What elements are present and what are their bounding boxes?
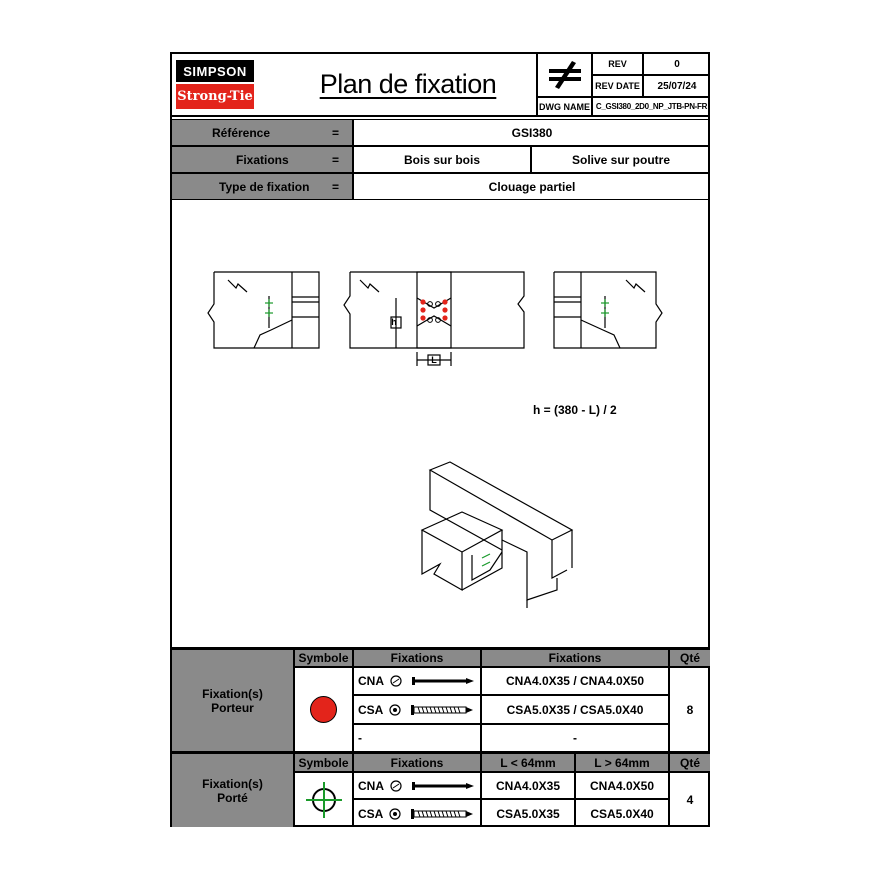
porteur-qty-header: Qté: [669, 649, 710, 667]
porteur-label: Fixation(s) Porteur: [172, 649, 294, 752]
screw-icon: [389, 807, 474, 821]
type-value: Clouage partiel: [353, 173, 710, 200]
porte-lt-cna: CNA4.0X35: [481, 772, 575, 799]
porteur-nail-marks: [420, 299, 447, 322]
porte-gt-header: L > 64mm: [575, 753, 669, 772]
porte-qty: 4: [669, 772, 710, 827]
nail-icon: [390, 674, 475, 688]
dwg-name-label: DWG NAME: [538, 97, 592, 115]
not-equal-icon: [538, 54, 592, 97]
porteur-row-csa: CSA: [353, 695, 481, 724]
porteur-row-cna: CNA: [353, 667, 481, 695]
porte-fixations-header: Fixations: [353, 753, 481, 772]
logo-strongtie: Strong-Tie: [176, 84, 254, 109]
rev-date-value: 25/07/24: [643, 75, 710, 97]
reference-label: Référence =: [172, 119, 353, 146]
porteur-fixations-header-2: Fixations: [481, 649, 669, 667]
front-section-view: [344, 272, 524, 366]
technical-drawing: [172, 200, 708, 647]
rev-value: 0: [643, 54, 710, 75]
porte-symbol: [294, 772, 353, 827]
porte-lt-csa: CSA5.0X35: [481, 799, 575, 827]
page-title: Plan de fixation: [319, 68, 497, 99]
formula-text: h = (380 - L) / 2: [533, 403, 617, 417]
porteur-row-empty: -: [353, 724, 481, 752]
dwg-name-value: C_GSI380_2D0_NP_JTB-PN-FR: [592, 97, 710, 115]
porte-row-cna: CNA: [353, 772, 481, 799]
svg-text:L: L: [431, 355, 437, 365]
fixations-value-wood: Bois sur bois: [353, 146, 531, 173]
header-bottom-rule: [172, 115, 708, 117]
rev-label: REV: [592, 54, 643, 75]
fixation-sheet: [170, 52, 710, 827]
porteur-value-csa: CSA5.0X35 / CSA5.0X40: [481, 695, 669, 724]
isometric-view: [422, 462, 572, 608]
type-label: Type de fixation =: [172, 173, 353, 200]
porte-qty-header: Qté: [669, 753, 710, 772]
fixations-label: Fixations =: [172, 146, 353, 173]
porte-nail-marks: [265, 299, 609, 566]
rev-date-label: REV DATE: [592, 75, 643, 97]
red-dot-icon: [310, 696, 337, 723]
svg-text:h: h: [391, 317, 397, 327]
screw-icon: [389, 703, 474, 717]
left-section-view: [208, 272, 319, 348]
porteur-symbol: [294, 667, 353, 752]
porte-lt-header: L < 64mm: [481, 753, 575, 772]
porteur-symbol-header: Symbole: [294, 649, 353, 667]
porte-gt-csa: CSA5.0X40: [575, 799, 669, 827]
porte-row-csa: CSA: [353, 799, 481, 827]
nail-icon: [390, 779, 475, 793]
porteur-fixations-header: Fixations: [353, 649, 481, 667]
fixations-value-joist: Solive sur poutre: [531, 146, 710, 173]
logo-simpson: SIMPSON: [176, 60, 254, 82]
crosshair-icon: [304, 780, 344, 820]
porteur-value-empty: -: [481, 724, 669, 752]
porteur-qty: 8: [669, 667, 710, 752]
porte-symbol-header: Symbole: [294, 753, 353, 772]
drawing-labels: [391, 317, 437, 365]
porte-gt-cna: CNA4.0X50: [575, 772, 669, 799]
porteur-value-cna: CNA4.0X35 / CNA4.0X50: [481, 667, 669, 695]
reference-value: GSI380: [353, 119, 710, 146]
porte-label: Fixation(s) Porté: [172, 753, 294, 827]
right-section-view: [554, 272, 662, 348]
